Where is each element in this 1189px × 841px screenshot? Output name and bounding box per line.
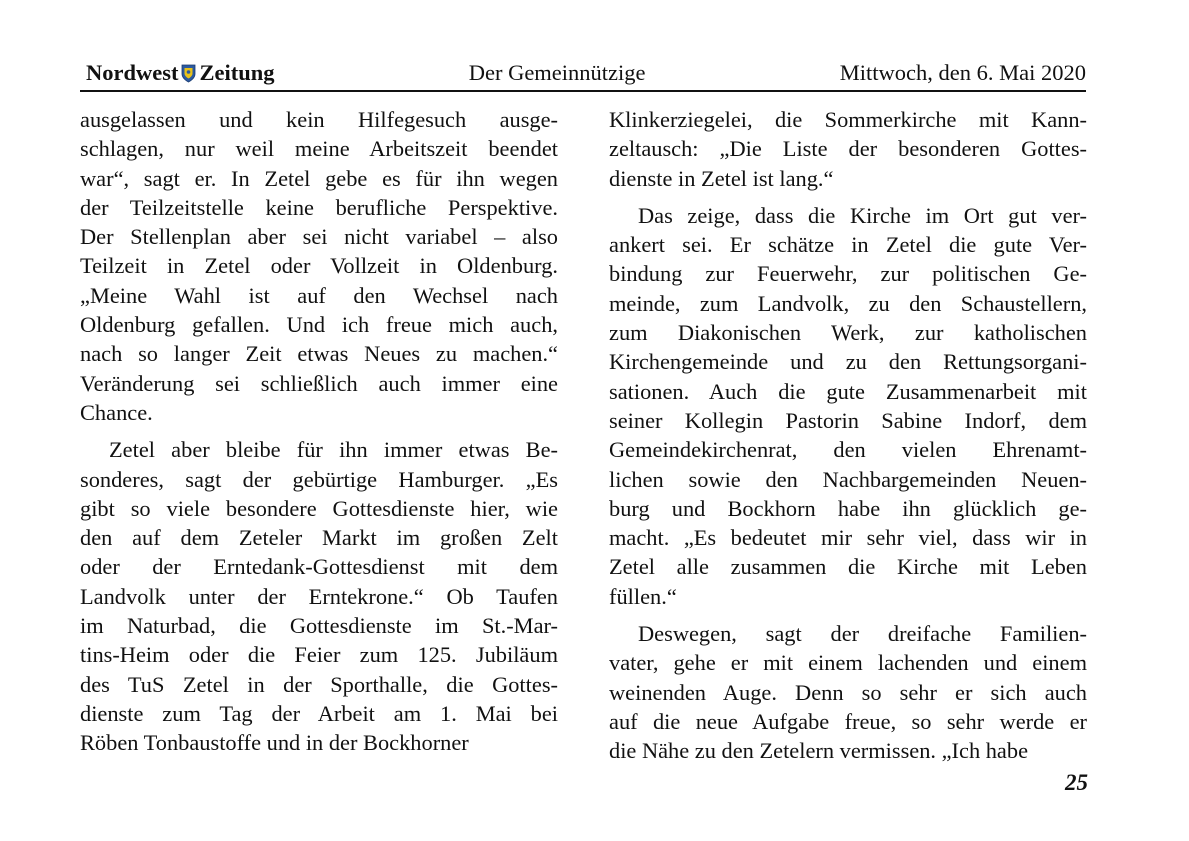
text-line: macht. „Es bedeutet mir sehr viel, dass wir in (609, 525, 1087, 551)
text-line: vater, gehe er mit einem lachenden und einem (609, 650, 1087, 676)
newspaper-name-part1: Nordwest (86, 60, 179, 85)
text-line: Zetel aber bleibe für ihn immer etwas Be- (109, 437, 558, 463)
text-line: den auf dem Zeteler Markt im großen Zelt (80, 525, 558, 551)
text-line: lichen sowie den Nachbargemeinden Neuen- (609, 466, 1087, 492)
text-line: Der Stellenplan aber sei nicht variabel – also (80, 224, 558, 250)
text-line: füllen.“ (609, 583, 677, 609)
article-paragraph (609, 619, 1087, 765)
text-line: des TuS Zetel in der Sporthalle, die Gottes- (80, 671, 558, 697)
text-line: sonderes, sagt der gebürtige Hamburger. „Es (80, 466, 558, 492)
article-paragraph (80, 105, 558, 427)
paragraph-gap (609, 611, 1087, 619)
text-line: Deswegen, sagt der dreifache Familien- (638, 621, 1087, 647)
section-name: Der Gemeinnützige (468, 60, 646, 85)
text-line: auf die neue Aufgabe freue, so sehr werde er (609, 708, 1087, 734)
text-line: Klinkerziegelei, die Sommerkirche mit Kann- (609, 107, 1087, 132)
text-line: „Meine Wahl ist auf den Wechsel nach (80, 282, 558, 308)
right-column (609, 105, 1087, 766)
text-line: sationen. Auch die gute Zusammenarbeit mit (609, 378, 1087, 404)
text-line: Oldenburg gefallen. Und ich freue mich auch, (80, 312, 558, 338)
text-line: zum Diakonischen Werk, zur katholischen (609, 320, 1087, 346)
text-line: im Naturbad, die Gottesdienste im St.-Mar- (80, 613, 558, 639)
text-line: schlagen, nur weil meine Arbeitszeit beendet (80, 136, 558, 162)
header-rule (80, 90, 1086, 92)
text-line: Gemeindekirchenrat, den vielen Ehrenamt- (609, 437, 1087, 463)
article-paragraph (80, 435, 558, 757)
text-line: nach so langer Zeit etwas Neues zu machen.“ (80, 341, 558, 367)
text-line: Kirchengemeinde und zu den Rettungsorgani- (609, 349, 1087, 375)
paragraph-gap (80, 427, 558, 435)
issue-date: Mittwoch, den 6. Mai 2020 (839, 60, 1086, 85)
text-line: Teilzeit in Zetel oder Vollzeit in Oldenburg. (80, 253, 558, 279)
text-line: Zetel alle zusammen die Kirche mit Leben (609, 554, 1087, 580)
paragraph-gap (609, 193, 1087, 201)
text-line: Röben Tonbaustoffe und in der Bockhorner (80, 730, 469, 756)
text-line: gibt so viele besondere Gottesdienste hier, wie (80, 495, 558, 521)
text-line: Das zeige, dass die Kirche im Ort gut ver- (638, 202, 1087, 228)
text-line: weinenden Auge. Denn so sehr er sich auch (609, 679, 1087, 705)
article-paragraph (609, 105, 1087, 193)
text-line: meinde, zum Landvolk, zu den Schaustellern, (609, 290, 1087, 316)
newspaper-name (86, 60, 275, 86)
text-line: seiner Kollegin Pastorin Sabine Indorf, dem (609, 407, 1087, 433)
text-line: ankert sei. Er schätze in Zetel die gute Ver- (609, 232, 1087, 258)
text-line: Landvolk unter der Erntekrone.“ Ob Taufen (80, 583, 558, 609)
text-line: die Nähe zu den Zetelern vermissen. „Ich habe (609, 738, 1029, 764)
article-paragraph (609, 201, 1087, 611)
coat-of-arms-icon (181, 64, 196, 83)
newspaper-name-part2: Zeitung (199, 60, 275, 85)
page-number: 25 (1065, 770, 1088, 795)
text-line: der Teilzeitstelle keine berufliche Perspektive. (80, 194, 558, 220)
text-line: war“, sagt er. In Zetel gebe es für ihn wegen (80, 165, 558, 191)
text-line: bindung zur Feuerwehr, zur politischen Ge- (609, 261, 1087, 287)
text-line: oder der Erntedank-Gottesdienst mit dem (80, 554, 558, 580)
text-line: Veränderung sei schließlich auch immer eine (80, 370, 558, 396)
text-line: dienste in Zetel ist lang.“ (609, 165, 834, 191)
left-column (80, 105, 558, 758)
page-header (86, 56, 1086, 90)
text-line: burg und Bockhorn habe ihn glücklich ge- (609, 495, 1087, 521)
text-line: tins-Heim oder die Feier zum 125. Jubiläum (80, 642, 558, 668)
text-line: Chance. (80, 399, 153, 425)
text-line: ausgelassen und kein Hilfegesuch ausge- (80, 107, 558, 132)
text-line: dienste zum Tag der Arbeit am 1. Mai bei (80, 700, 558, 726)
text-line: zeltausch: „Die Liste der besonderen Gottes- (609, 136, 1087, 162)
